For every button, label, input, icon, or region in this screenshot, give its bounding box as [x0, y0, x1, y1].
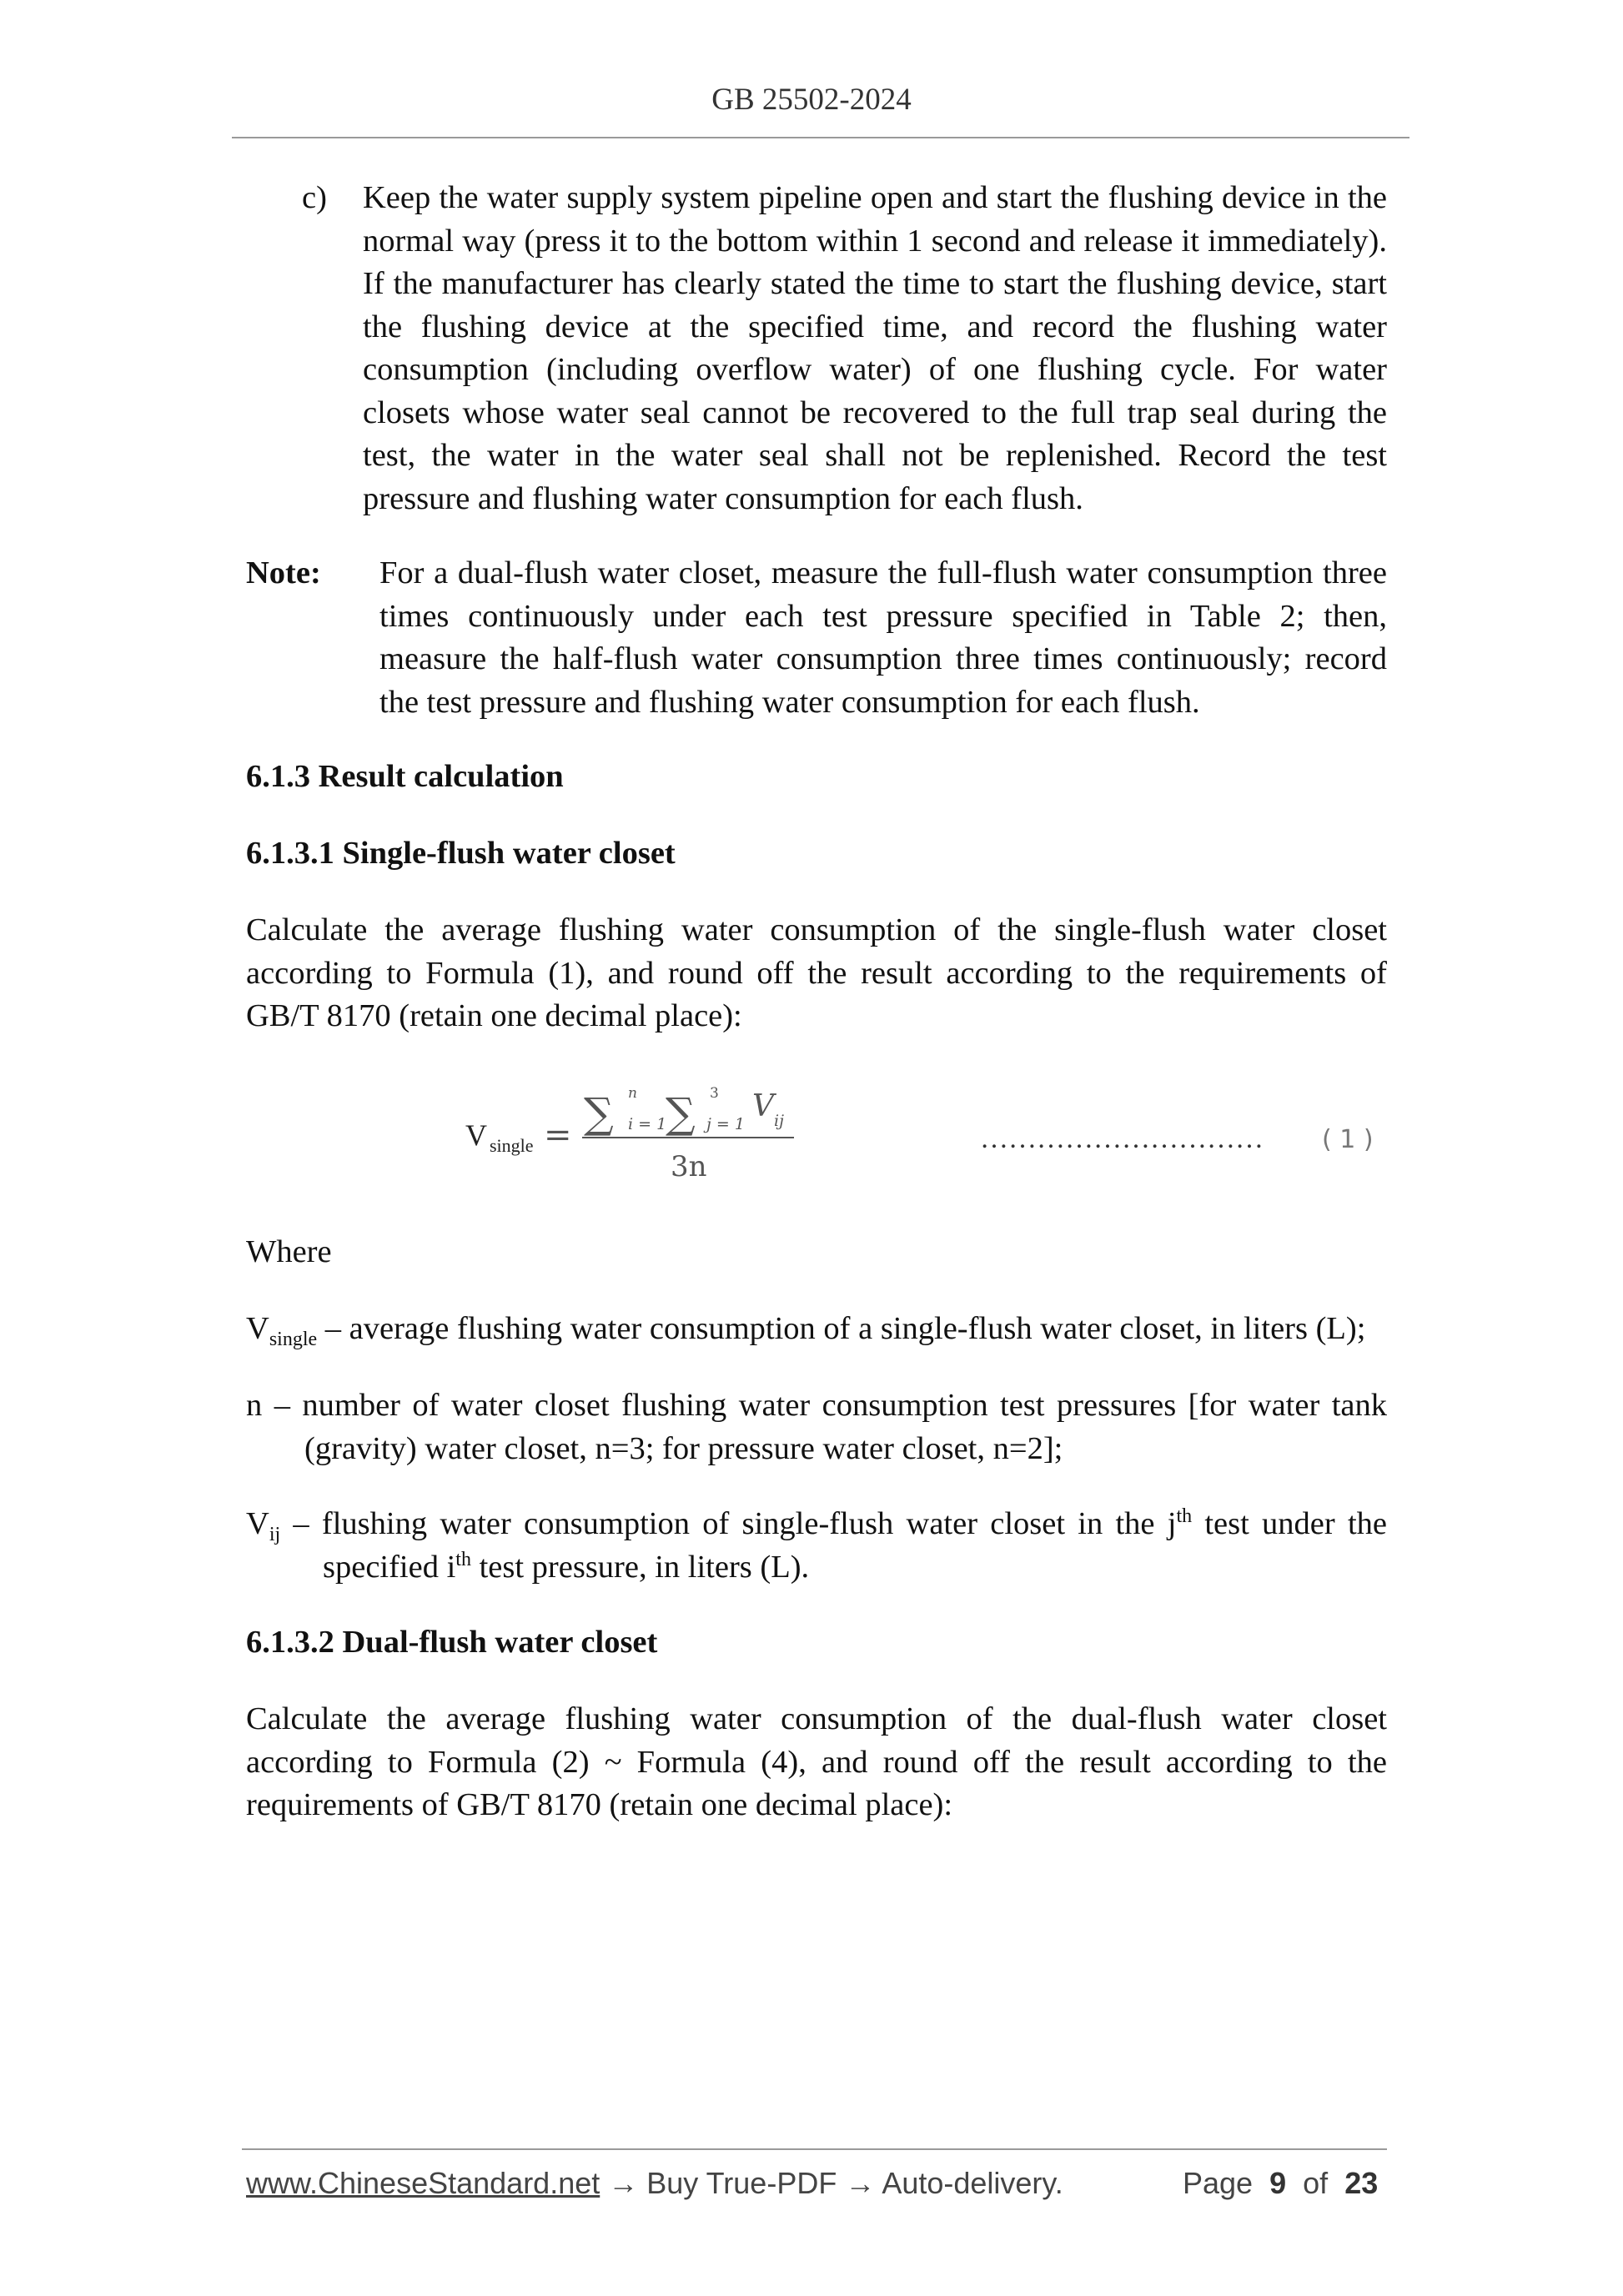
header-rule — [232, 137, 1409, 138]
formula-sigma-1-lower: i = 1 — [628, 1115, 667, 1133]
definition-vij — [246, 1503, 1387, 1589]
formula-equals: = — [544, 1116, 572, 1154]
formula-sigma-2-upper: 3 — [710, 1085, 719, 1102]
footer-promo: → Buy True-PDF → Auto-delivery. — [600, 2166, 1063, 2200]
formula-lhs-symbol: V — [465, 1118, 487, 1152]
def-vij-text-3: test pressure, in liters (L). — [470, 1549, 810, 1585]
formula-sigma-1: ∑ — [584, 1089, 614, 1138]
formula-sigma-2-lower: j = 1 — [706, 1115, 745, 1133]
def-vsingle-text: – average flushing water consumption of a single-flush water closet, in liters (L); — [317, 1311, 1366, 1346]
formula-sigma-2: ∑ — [666, 1089, 696, 1138]
footer-page-total: 23 — [1344, 2166, 1379, 2200]
formula-number: ( 1 ) — [1322, 1125, 1374, 1154]
def-vij-symbol: V — [246, 1506, 269, 1541]
page-header-doc-id: GB 25502-2024 — [711, 83, 912, 117]
list-item-c-text: Keep the water supply system pipeline open and start the flushing device in the normal way (press it to the bottom within 1 second and release it immediately). If the manufacturer has clearly stated the time to start the flushing device, start the flushing device at the specified time, and record the flushing water consumption (including overflow water) of one flushing cycle. For water closets whose water seal cannot be recovered to the full trap seal during the test, the water in the water seal shall not be replenished. Record the test pressure and flushing water consumption for each flush. — [363, 180, 1387, 516]
formula-denominator: 3n — [671, 1150, 707, 1183]
note-text: For a dual-flush water closet, measure the full-flush water consumption three times continuously under each test pressure specified in Table 2; then, measure the half-flush water consumption three times continuously; record the test pressure and flushing water consumption for each flush. — [379, 555, 1387, 720]
footer-page-info — [1183, 2166, 1378, 2201]
def-vij-text-1: – flushing water consumption of single-flush water closet in the j — [280, 1506, 1177, 1541]
formula-term-symbol: V — [752, 1089, 774, 1123]
definition-vsingle — [246, 1308, 1387, 1351]
def-vij-sup-2: th — [455, 1548, 471, 1570]
paragraph-dual-flush: Calculate the average flushing water consumption of the dual-flush water closet according to Formula (2) ~ Formula (4), and round off the result according to the requirements of GB/T 8170 (retain one decimal place): — [246, 1701, 1387, 1822]
def-vij-sup-1: th — [1176, 1505, 1193, 1527]
footer-site-link[interactable]: www.ChineseStandard.net — [246, 2166, 600, 2200]
paragraph-single-flush: Calculate the average flushing water consumption of the single-flush water closet according to Formula (1), and round off the result according to the requirements of GB/T 8170 (retain one decimal place): — [246, 912, 1387, 1033]
definition-n: n – number of water closet flushing water consumption test pressures [for water tank (gravity) water closet, n=3; for pressure water closet, n=2]; — [246, 1388, 1387, 1466]
section-heading-6-1-3-2: 6.1.3.2 Dual-flush water closet — [246, 1625, 658, 1660]
footer-left — [246, 2166, 1063, 2201]
section-heading-6-1-3: 6.1.3 Result calculation — [246, 759, 564, 794]
section-heading-6-1-3-1: 6.1.3.1 Single-flush water closet — [246, 836, 676, 871]
formula-1 — [450, 1068, 1393, 1193]
def-vsingle-sub: single — [269, 1329, 318, 1350]
def-vij-text-2: test under the specified i — [323, 1506, 1387, 1585]
formula-lhs-sub: single — [490, 1135, 534, 1156]
list-marker-c: c) — [302, 180, 327, 215]
formula-sigma-1-upper: n — [628, 1085, 637, 1102]
footer-page-number: 9 — [1269, 2166, 1287, 2200]
note-label: Note: — [246, 555, 321, 590]
where-label: Where — [246, 1234, 332, 1269]
footer-of-label: of — [1303, 2166, 1329, 2200]
formula-leader-dots: ………………………… — [980, 1123, 1264, 1154]
def-vij-sub: ij — [269, 1524, 281, 1545]
formula-term-sub: ij — [774, 1112, 784, 1130]
footer-rule — [242, 2148, 1387, 2150]
def-vsingle-symbol: V — [246, 1311, 269, 1346]
footer-page-label: Page — [1183, 2166, 1254, 2200]
